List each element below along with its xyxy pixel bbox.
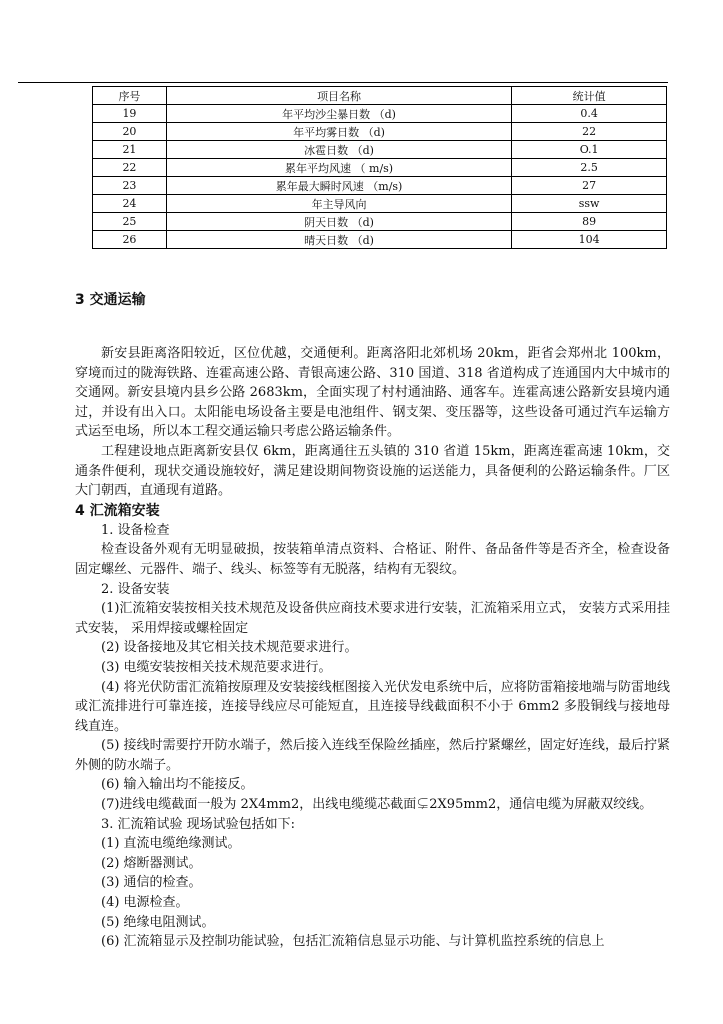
cell-value: 2.5	[512, 159, 667, 177]
paragraph: (7)进线电缆截面一般为 2X4mm2，出线电缆缆芯截面⊊2X95mm2，通信电缆为屏蔽双绞线。	[101, 797, 653, 813]
cell-item-name: 年主导风向	[166, 195, 511, 213]
cell-item-name: 年平均雾日数 （d)	[166, 123, 511, 141]
header-rule	[18, 82, 668, 83]
cell-value: 27	[512, 177, 667, 195]
table-row	[93, 213, 667, 231]
paragraph: (4) 将光伏防雷汇流箱按原理及安装接线框图接入光伏发电系统中后，应将防雷箱接地端与防雷地线或汇流排进行可靠连接，连接导线应尽可能短直，且连接导线截面积不小于 6mm2 多股铜线与接地母线直连。	[75, 679, 670, 734]
section-heading-transport: 3 交通运输	[75, 292, 146, 308]
paragraph: (5) 接线时需要拧开防水端子，然后接入连线至保险丝插座，然后拧紧螺丝，固定好连线，最后拧紧外侧的防水端子。	[75, 738, 670, 773]
cell-value: 104	[512, 231, 667, 249]
paragraph: (4) 电源检查。	[101, 895, 189, 911]
paragraph: (3) 通信的检查。	[101, 875, 202, 891]
section-heading-combiner-box: 4 汇流箱安装	[75, 502, 160, 519]
header-value: 统计值	[512, 87, 667, 105]
cell-index: 25	[93, 213, 167, 231]
table-row	[93, 231, 667, 249]
cell-item-name: 晴天日数 （d)	[166, 231, 511, 249]
cell-index: 19	[93, 105, 167, 123]
cell-index: 23	[93, 177, 167, 195]
paragraph: (1)汇流箱安装按相关技术规范及设备供应商技术要求进行安装，汇流箱采用立式， 安装方式采用挂式安装， 采用焊接或螺栓固定	[75, 601, 670, 636]
subsection-heading: 2. 设备安装	[101, 581, 170, 597]
table-row	[93, 141, 667, 159]
header-index: 序号	[93, 87, 167, 105]
cell-value: O.1	[512, 141, 667, 159]
cell-index: 20	[93, 123, 167, 141]
paragraph: (3) 电缆安装按相关技术规范要求进行。	[101, 659, 332, 675]
subsection-heading: 3. 汇流箱试验 现场试验包括如下:	[101, 816, 296, 832]
header-item-name: 项目名称	[166, 87, 511, 105]
cell-index: 21	[93, 141, 167, 159]
paragraph: (6) 汇流箱显示及控制功能试验，包括汇流箱信息显示功能、与计算机监控系统的信息上	[101, 934, 605, 950]
climate-statistics-table	[92, 86, 667, 249]
table-row	[93, 195, 667, 213]
paragraph: (1) 直流电缆绝缘测试。	[101, 836, 241, 852]
section-body-combiner-box	[75, 521, 670, 952]
paragraph: 工程建设地点距离新安县仅 6km，距离通往五头镇的 310 省道 15km，距离连霍高速 10km，交通条件便利，现状交通设施较好，满足建设期间物资设施的运送能力，具备便利的公路运输条件。厂区大门朝西，直通现有道路。	[75, 443, 670, 499]
paragraph: (6) 输入输出均不能接反。	[101, 777, 254, 793]
document-body	[75, 290, 670, 952]
table-row	[93, 159, 667, 177]
table-row	[93, 105, 667, 123]
cell-item-name: 阴天日数 （d)	[166, 213, 511, 231]
cell-value: 22	[512, 123, 667, 141]
paragraph: (2) 熔断器测试。	[101, 855, 202, 871]
cell-item-name: 累年最大瞬时风速 （m/s)	[166, 177, 511, 195]
table-row	[93, 177, 667, 195]
cell-value: ssw	[512, 195, 667, 213]
cell-item-name: 年平均沙尘暴日数 （d)	[166, 105, 511, 123]
cell-item-name: 累年平均风速 （ m/s)	[166, 159, 511, 177]
table-row	[93, 123, 667, 141]
subsection-heading: 1. 设备检查	[101, 522, 170, 538]
paragraph: 新安县距离洛阳较近，区位优越，交通便利。距离洛阳北郊机场 20km，距省会郑州北 100km，穿境而过的陇海铁路、连霍高速公路、青银高速公路、310 国道、318 省道构成了连通国内大中城市的交通网。新安县境内县乡公路 2683km，全面实现了村村通油路、通客车。连霍高速公路新安县境内通过，并设有出入口。太阳能电场设备主要是电池组件、钢支架、变压器等，这些设备可通过汽车运输方式运至电场，所以本工程交通运输只考虑公路运输条件。	[75, 346, 670, 440]
cell-index: 24	[93, 195, 167, 213]
paragraph: (5) 绝缘电阻测试。	[101, 914, 215, 930]
cell-index: 22	[93, 159, 167, 177]
table-header-row	[93, 87, 667, 105]
cell-value: 89	[512, 213, 667, 231]
paragraph: (2) 设备接地及其它相关技术规范要求进行。	[101, 640, 358, 656]
cell-value: 0.4	[512, 105, 667, 123]
paragraph: 检查设备外观有无明显破损，按装箱单清点资料、合格证、附件、备品备件等是否齐全，检查设备固定螺丝、元器件、端子、线头、标签等有无脱落，结构有无裂纹。	[75, 542, 670, 577]
cell-item-name: 冰雹日数 （d)	[166, 141, 511, 159]
cell-index: 26	[93, 231, 167, 249]
